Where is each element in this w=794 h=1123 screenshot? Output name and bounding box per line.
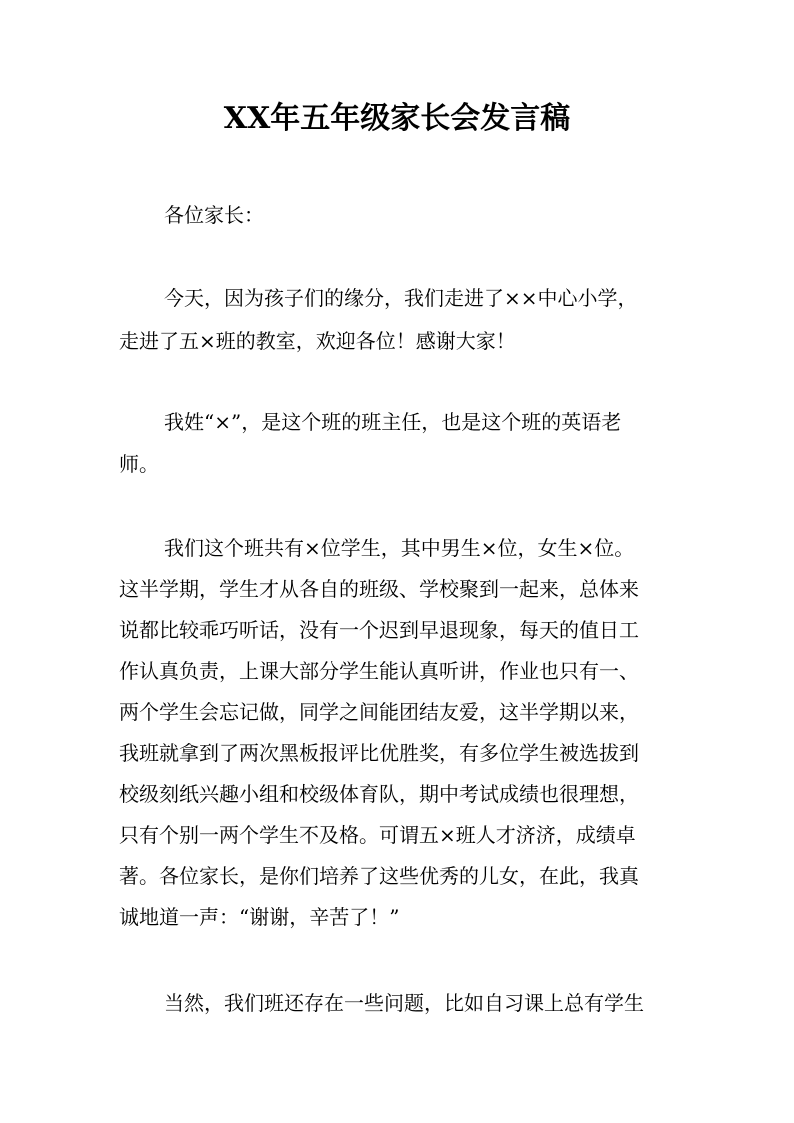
paragraph-3-line-9: 著。各位家长，是你们培养了这些优秀的儿女，在此，我真 [119,864,639,888]
paragraph-3-line-1: 我们这个班共有×位学生，其中男生×位，女生×位。 [164,536,635,560]
paragraph-3-line-5: 两个学生会忘记做，同学之间能团结友爱，这半学期以来， [119,700,639,724]
paragraph-3-line-3: 说都比较乖巧听话，没有一个迟到早退现象，每天的值日工 [119,618,639,642]
salutation: 各位家长： [164,203,264,227]
paragraph-3-line-4: 作认真负责，上课大部分学生能认真听讲，作业也只有一、 [119,659,639,683]
paragraph-2-line-1: 我姓“×”，是这个班的班主任，也是这个班的英语老 [164,410,622,434]
paragraph-3-line-10: 诚地道一声：“谢谢，辛苦了！” [119,905,400,929]
paragraph-3-line-8: 只有个别一两个学生不及格。可谓五×班人才济济，成绩卓 [119,823,636,847]
paragraph-1-line-2: 走进了五×班的教室，欢迎各位！感谢大家！ [119,329,516,353]
paragraph-4-line-1: 当然，我们班还存在一些问题，比如自习课上总有学生 [164,991,644,1015]
paragraph-3-line-6: 我班就拿到了两次黑板报评比优胜奖，有多位学生被选拔到 [119,741,639,765]
document-title: XX年五年级家长会发言稿 [223,101,571,136]
paragraph-3-line-2: 这半学期，学生才从各自的班级、学校聚到一起来，总体来 [119,577,639,601]
paragraph-3-line-7: 校级刻纸兴趣小组和校级体育队，期中考试成绩也很理想， [119,782,639,806]
paragraph-2-line-2: 师。 [119,452,159,476]
paragraph-1-line-1: 今天，因为孩子们的缘分，我们走进了××中心小学， [164,286,638,310]
